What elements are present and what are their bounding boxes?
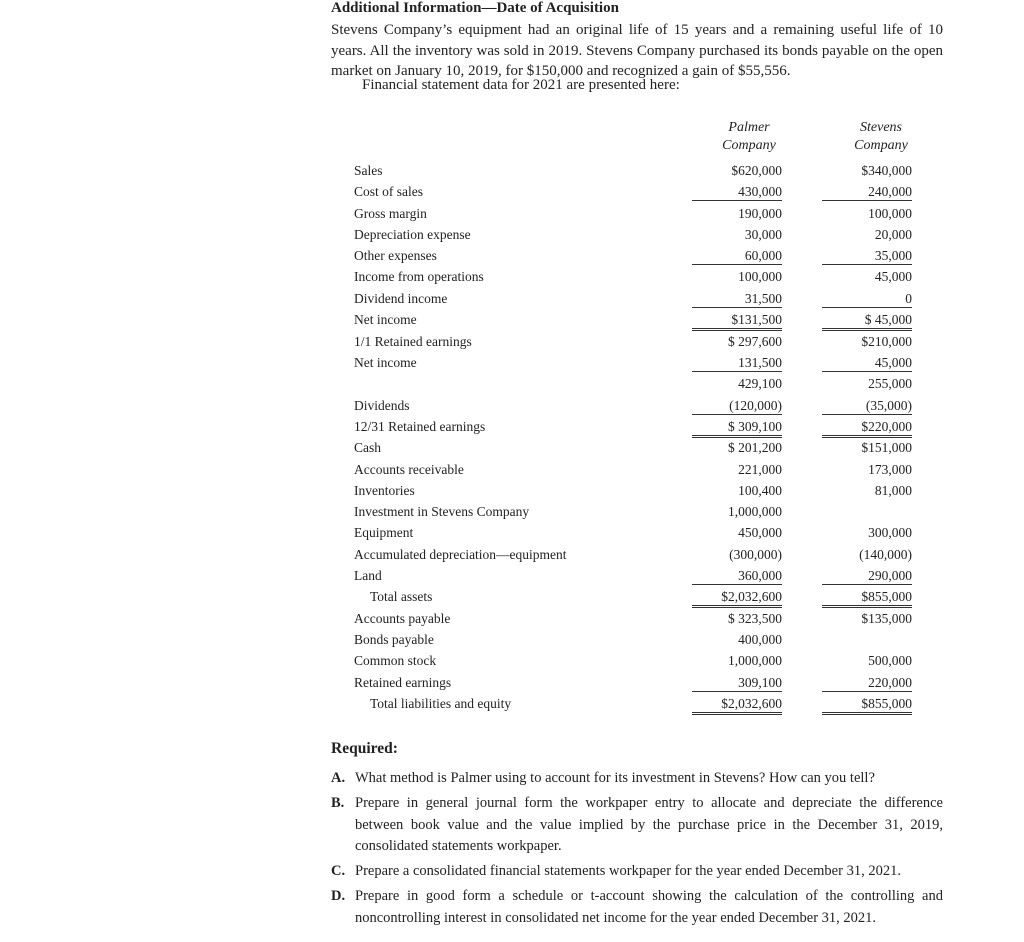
table-row: Income from operations 100,000 45,000 [354, 269, 912, 284]
table-row: Retained earnings 309,100 220,000 [354, 675, 912, 690]
table-row: Accounts receivable 221,000 173,000 [354, 462, 912, 477]
table-row: Investment in Stevens Company 1,000,000 [354, 504, 782, 519]
table-row: Depreciation expense 30,000 20,000 [354, 227, 912, 242]
table-row: Equipment 450,000 300,000 [354, 525, 912, 540]
table-row: Net income 131,500 45,000 [354, 355, 912, 370]
intro-paragraph: Stevens Company’s equipment had an original life of 15 years and a remaining useful life of 10 years. All the inventory was sold in 2019. Stevens Company purchased its bonds payable on the open market on January 10, 2019, for $150,000 and recognized a gain of $55,556. [331, 22, 943, 79]
table-row: Other expenses 60,000 35,000 [354, 248, 912, 263]
table-row: 1/1 Retained earnings $ 297,600 $210,000 [354, 334, 912, 349]
requirement-item: D. Prepare in good form a schedule or t-account showing the calculation of the controlling and noncontrolling interest in consolidated net income for the year ended December 31, 2021. [331, 888, 943, 926]
table-row: Bonds payable 400,000 [354, 632, 782, 647]
table-row: Total liabilities and equity $2,032,600 $855,000 [0, 696, 1024, 717]
column-header-palmer: Palmer Company [722, 120, 776, 153]
table-row: Accumulated depreciation—equipment (300,000) (140,000) [354, 547, 912, 562]
column-header-stevens: Stevens Company [854, 120, 908, 153]
table-row: Dividends (120,000) (35,000) [354, 398, 912, 413]
section-heading: Additional Information—Date of Acquisition [331, 0, 619, 16]
table-lead-text: Financial statement data for 2021 are presented here: [362, 77, 680, 93]
table-row: Accounts payable $ 323,500 $135,000 [354, 611, 912, 626]
requirement-item: C. Prepare a consolidated financial statements workpaper for the year ended December 31, 2021. [331, 863, 901, 879]
required-heading: Required: [331, 740, 398, 757]
table-row: Cost of sales 430,000 240,000 [354, 184, 912, 199]
table-row: Inventories 100,400 81,000 [354, 483, 912, 498]
table-row: Cash $ 201,200 $151,000 [354, 440, 912, 455]
requirement-item: B. Prepare in general journal form the workpaper entry to allocate and depreciate the difference between book value and the value implied by the purchase price in the December 31, 2019, consolidated statements workpaper. [331, 795, 943, 854]
table-row: Total assets $2,032,600 $855,000 [0, 589, 1024, 610]
table-row: Land 360,000 290,000 [354, 568, 912, 583]
table-row: Gross margin 190,000 100,000 [354, 206, 912, 221]
table-row: Net income $131,500 $ 45,000 [0, 312, 1024, 333]
table-row: 12/31 Retained earnings $ 309,100 $220,000 [0, 419, 1024, 440]
table-row: Dividend income 31,500 0 [354, 291, 912, 306]
table-row: 429,100 255,000 [738, 376, 912, 391]
table-row: Sales $620,000 $340,000 [354, 163, 912, 178]
requirement-item: A. What method is Palmer using to account for its investment in Stevens? How can you tell? [331, 770, 875, 786]
table-row: Common stock 1,000,000 500,000 [354, 653, 912, 668]
